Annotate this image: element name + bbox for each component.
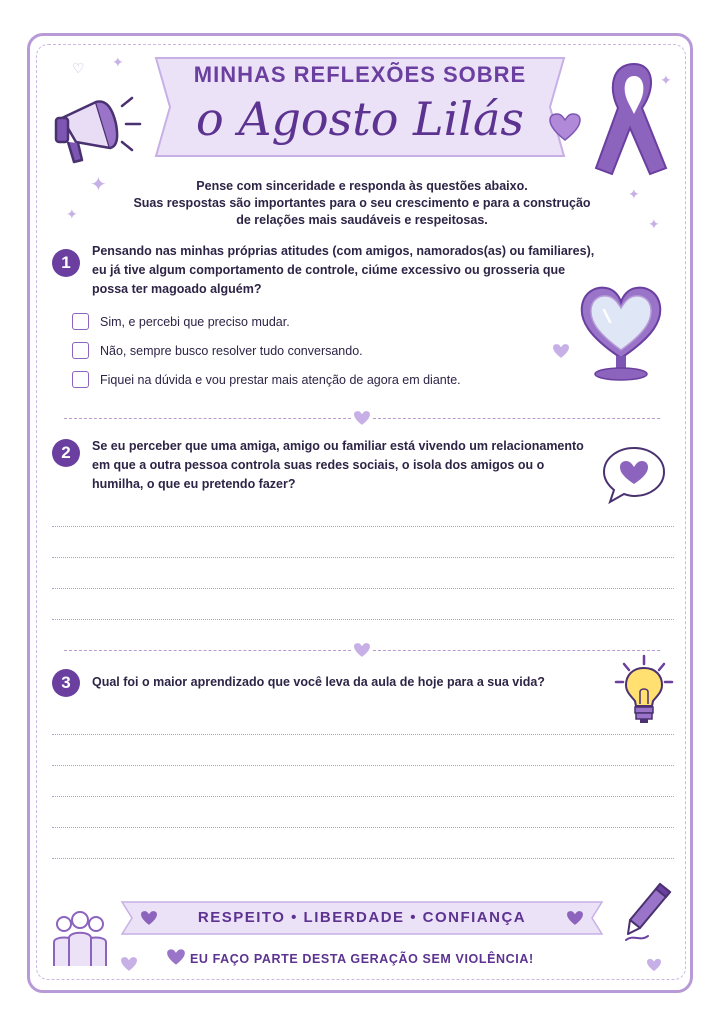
sparkle-icon: ✦ <box>112 54 124 70</box>
checkbox-icon[interactable] <box>72 313 89 330</box>
checkbox-icon[interactable] <box>72 371 89 388</box>
answer-line[interactable] <box>52 526 674 527</box>
answer-line[interactable] <box>52 557 674 558</box>
question-number-2: 2 <box>52 439 80 467</box>
question-3-line: Qual foi o maior aprendizado que você leva da aula de hoje para a sua vida? <box>92 675 545 689</box>
option-3[interactable] <box>72 371 461 388</box>
heart-icon <box>548 112 582 142</box>
option-1-label: Sim, e percebi que preciso mudar. <box>100 314 290 329</box>
answer-line[interactable] <box>52 827 674 828</box>
megaphone-icon <box>52 88 144 170</box>
question-2-line: em que a outra pessoa controla suas redes sociais, o isola dos amigos ou o <box>92 458 545 472</box>
intro-line-2: Suas respostas são importantes para o seu crescimento e para a construção <box>133 196 591 210</box>
lightbulb-icon <box>612 654 676 726</box>
heart-icon <box>353 410 371 426</box>
heart-icon <box>646 958 662 972</box>
heart-mirror-icon <box>574 280 668 384</box>
sparkle-icon: ✦ <box>648 216 660 232</box>
speech-heart-icon <box>600 444 668 506</box>
title-line-2: o Agosto Lilás <box>195 92 525 146</box>
option-3-label: Fiquei na dúvida e vou prestar mais atenção de agora em diante. <box>100 372 461 387</box>
answer-line[interactable] <box>52 619 674 620</box>
heart-icon <box>353 642 371 658</box>
sparkle-icon: ✦ <box>66 206 78 222</box>
answer-line[interactable] <box>52 796 674 797</box>
heart-icon <box>120 956 138 972</box>
pen-icon <box>622 880 674 944</box>
question-1-line: possa ter magoado alguém? <box>92 282 262 296</box>
answer-line[interactable] <box>52 734 674 735</box>
answer-line[interactable] <box>52 588 674 589</box>
sparkle-icon: ✦ <box>628 186 640 202</box>
title-line-1: MINHAS REFLEXÕES SOBRE <box>193 62 527 87</box>
intro-line-1: Pense com sinceridade e responda às questões abaixo. <box>196 179 528 193</box>
answer-line[interactable] <box>52 765 674 766</box>
intro-line-3: de relações mais saudáveis e respeitosas. <box>236 213 488 227</box>
question-number-3: 3 <box>52 669 80 697</box>
heart-icon <box>166 948 186 966</box>
tagline-text: EU FAÇO PARTE DESTA GERAÇÃO SEM VIOLÊNCIA! <box>190 952 534 966</box>
question-3-text <box>92 673 602 692</box>
sparkle-icon: ✦ <box>660 72 672 88</box>
option-2[interactable] <box>72 342 363 359</box>
question-1-text <box>92 242 612 299</box>
intro-text <box>110 178 614 229</box>
title-banner <box>150 52 570 162</box>
question-1-line: Pensando nas minhas próprias atitudes (com amigos, namorados(as) ou familiares), <box>92 244 595 258</box>
checkbox-icon[interactable] <box>72 342 89 359</box>
option-2-label: Não, sempre busco resolver tudo conversando. <box>100 343 363 358</box>
values-text: RESPEITO • LIBERDADE • CONFIANÇA <box>197 909 527 926</box>
option-1[interactable] <box>72 313 290 330</box>
sparkle-icon: ✦ <box>90 174 107 196</box>
question-2-line: Se eu perceber que uma amiga, amigo ou familiar está vivendo um relacionamento <box>92 439 584 453</box>
question-2-text <box>92 437 602 494</box>
ribbon-icon <box>590 58 676 180</box>
heart-icon <box>552 343 570 359</box>
question-number-1: 1 <box>52 249 80 277</box>
answer-line[interactable] <box>52 858 674 859</box>
sparkle-icon: ♡ <box>72 60 85 76</box>
question-1-line: eu já tive algum comportamento de controle, ciúme excessivo ou grosseria que <box>92 263 566 277</box>
question-2-line: humilha, o que eu pretendo fazer? <box>92 477 296 491</box>
people-icon <box>50 910 110 968</box>
